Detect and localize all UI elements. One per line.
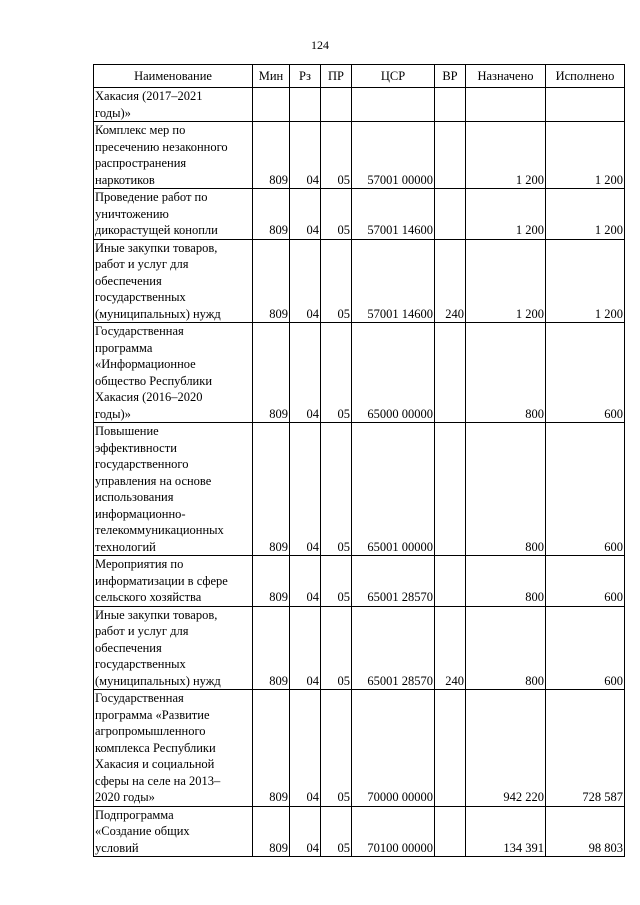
- cell-name: [94, 556, 253, 607]
- cell-name: [94, 690, 253, 807]
- cell-executed: 600: [546, 323, 625, 423]
- header-name: Наименование: [94, 65, 253, 88]
- cell-assigned: 1 200: [466, 189, 546, 240]
- cell-pr: 05: [321, 556, 352, 607]
- cell-executed: 1 200: [546, 239, 625, 323]
- cell-rz: 04: [290, 323, 321, 423]
- cell-min: [253, 88, 290, 122]
- cell-min: 809: [253, 606, 290, 690]
- cell-min: 809: [253, 690, 290, 807]
- row-name-text: Хакасия (2017–2021 годы)»: [95, 89, 203, 120]
- cell-assigned: [466, 88, 546, 122]
- page-number: 124: [311, 38, 329, 52]
- cell-vr: 240: [435, 606, 466, 690]
- row-name-text: Иные закупки товаров, работ и услуг для обеспечения государственных (муниципальных) нужд: [95, 240, 221, 321]
- cell-csr: 65001 28570: [352, 556, 435, 607]
- row-name-text: Государственная программа «Информационное общество Республики Хакасия (2016–2020 годы)»: [95, 324, 213, 421]
- table-row: [94, 189, 625, 240]
- table-row: [94, 122, 625, 189]
- table-row: [94, 239, 625, 323]
- row-name-text: Мероприятия по информатизации в сфере сельского хозяйства: [95, 557, 228, 604]
- cell-executed: 600: [546, 423, 625, 556]
- cell-vr: [435, 122, 466, 189]
- cell-executed: 98 803: [546, 806, 625, 857]
- cell-pr: 05: [321, 189, 352, 240]
- cell-csr: 57001 14600: [352, 239, 435, 323]
- header-pr: ПР: [321, 65, 352, 88]
- cell-min: 809: [253, 323, 290, 423]
- table-row: [94, 88, 625, 122]
- cell-pr: 05: [321, 806, 352, 857]
- cell-csr: 65001 28570: [352, 606, 435, 690]
- cell-pr: 05: [321, 122, 352, 189]
- cell-assigned: 942 220: [466, 690, 546, 807]
- cell-rz: 04: [290, 556, 321, 607]
- header-vr: ВР: [435, 65, 466, 88]
- cell-executed: [546, 88, 625, 122]
- cell-vr: [435, 806, 466, 857]
- cell-csr: 70000 00000: [352, 690, 435, 807]
- table-row: [94, 690, 625, 807]
- cell-min: 809: [253, 189, 290, 240]
- cell-rz: 04: [290, 806, 321, 857]
- row-name-text: Комплекс мер по пресечению незаконного распространения наркотиков: [95, 123, 228, 187]
- cell-pr: 05: [321, 606, 352, 690]
- budget-table: [93, 64, 625, 857]
- cell-vr: [435, 556, 466, 607]
- cell-name: [94, 606, 253, 690]
- cell-vr: [435, 88, 466, 122]
- cell-name: [94, 122, 253, 189]
- cell-rz: 04: [290, 189, 321, 240]
- cell-min: 809: [253, 806, 290, 857]
- cell-pr: 05: [321, 423, 352, 556]
- cell-min: 809: [253, 423, 290, 556]
- cell-csr: 65001 00000: [352, 423, 435, 556]
- cell-csr: 65000 00000: [352, 323, 435, 423]
- cell-min: 809: [253, 122, 290, 189]
- cell-vr: 240: [435, 239, 466, 323]
- cell-executed: 600: [546, 606, 625, 690]
- cell-vr: [435, 690, 466, 807]
- cell-name: [94, 323, 253, 423]
- cell-min: 809: [253, 239, 290, 323]
- header-executed: Исполнено: [546, 65, 625, 88]
- cell-assigned: 800: [466, 606, 546, 690]
- cell-executed: 728 587: [546, 690, 625, 807]
- header-csr: ЦСР: [352, 65, 435, 88]
- cell-executed: 1 200: [546, 189, 625, 240]
- cell-executed: 600: [546, 556, 625, 607]
- table-header-row: [94, 65, 625, 88]
- cell-pr: 05: [321, 690, 352, 807]
- cell-rz: 04: [290, 690, 321, 807]
- cell-csr: [352, 88, 435, 122]
- cell-rz: 04: [290, 122, 321, 189]
- header-rz: Рз: [290, 65, 321, 88]
- header-assigned: Назначено: [466, 65, 546, 88]
- cell-vr: [435, 423, 466, 556]
- cell-vr: [435, 323, 466, 423]
- cell-pr: 05: [321, 323, 352, 423]
- table-body: [94, 88, 625, 857]
- cell-assigned: 134 391: [466, 806, 546, 857]
- cell-name: [94, 423, 253, 556]
- cell-csr: 57001 14600: [352, 189, 435, 240]
- cell-name: [94, 806, 253, 857]
- cell-pr: 05: [321, 239, 352, 323]
- cell-assigned: 1 200: [466, 122, 546, 189]
- cell-csr: 57001 00000: [352, 122, 435, 189]
- cell-name: [94, 239, 253, 323]
- cell-name: [94, 88, 253, 122]
- cell-rz: [290, 88, 321, 122]
- header-min: Мин: [253, 65, 290, 88]
- cell-assigned: 1 200: [466, 239, 546, 323]
- row-name-text: Повышение эффективности государственного управления на основе использования информационно- телекоммуникационных технологий: [95, 424, 224, 554]
- cell-name: [94, 189, 253, 240]
- cell-executed: 1 200: [546, 122, 625, 189]
- cell-assigned: 800: [466, 423, 546, 556]
- row-name-text: Государственная программа «Развитие агропромышленного комплекса Республики Хакасия и социальной сферы на селе на 2013– 2020 годы»: [95, 691, 221, 804]
- table-row: [94, 423, 625, 556]
- table-row: [94, 323, 625, 423]
- cell-assigned: 800: [466, 323, 546, 423]
- row-name-text: Проведение работ по уничтожению дикорастущей конопли: [95, 190, 218, 237]
- row-name-text: Подпрограмма «Создание общих условий: [95, 807, 190, 855]
- cell-min: 809: [253, 556, 290, 607]
- cell-vr: [435, 189, 466, 240]
- cell-rz: 04: [290, 423, 321, 556]
- cell-csr: 70100 00000: [352, 806, 435, 857]
- cell-rz: 04: [290, 606, 321, 690]
- cell-rz: 04: [290, 239, 321, 323]
- cell-assigned: 800: [466, 556, 546, 607]
- cell-pr: [321, 88, 352, 122]
- row-name-text: Иные закупки товаров, работ и услуг для обеспечения государственных (муниципальных) нужд: [95, 607, 221, 688]
- table-row: [94, 556, 625, 607]
- table-row: [94, 606, 625, 690]
- table-row: [94, 806, 625, 857]
